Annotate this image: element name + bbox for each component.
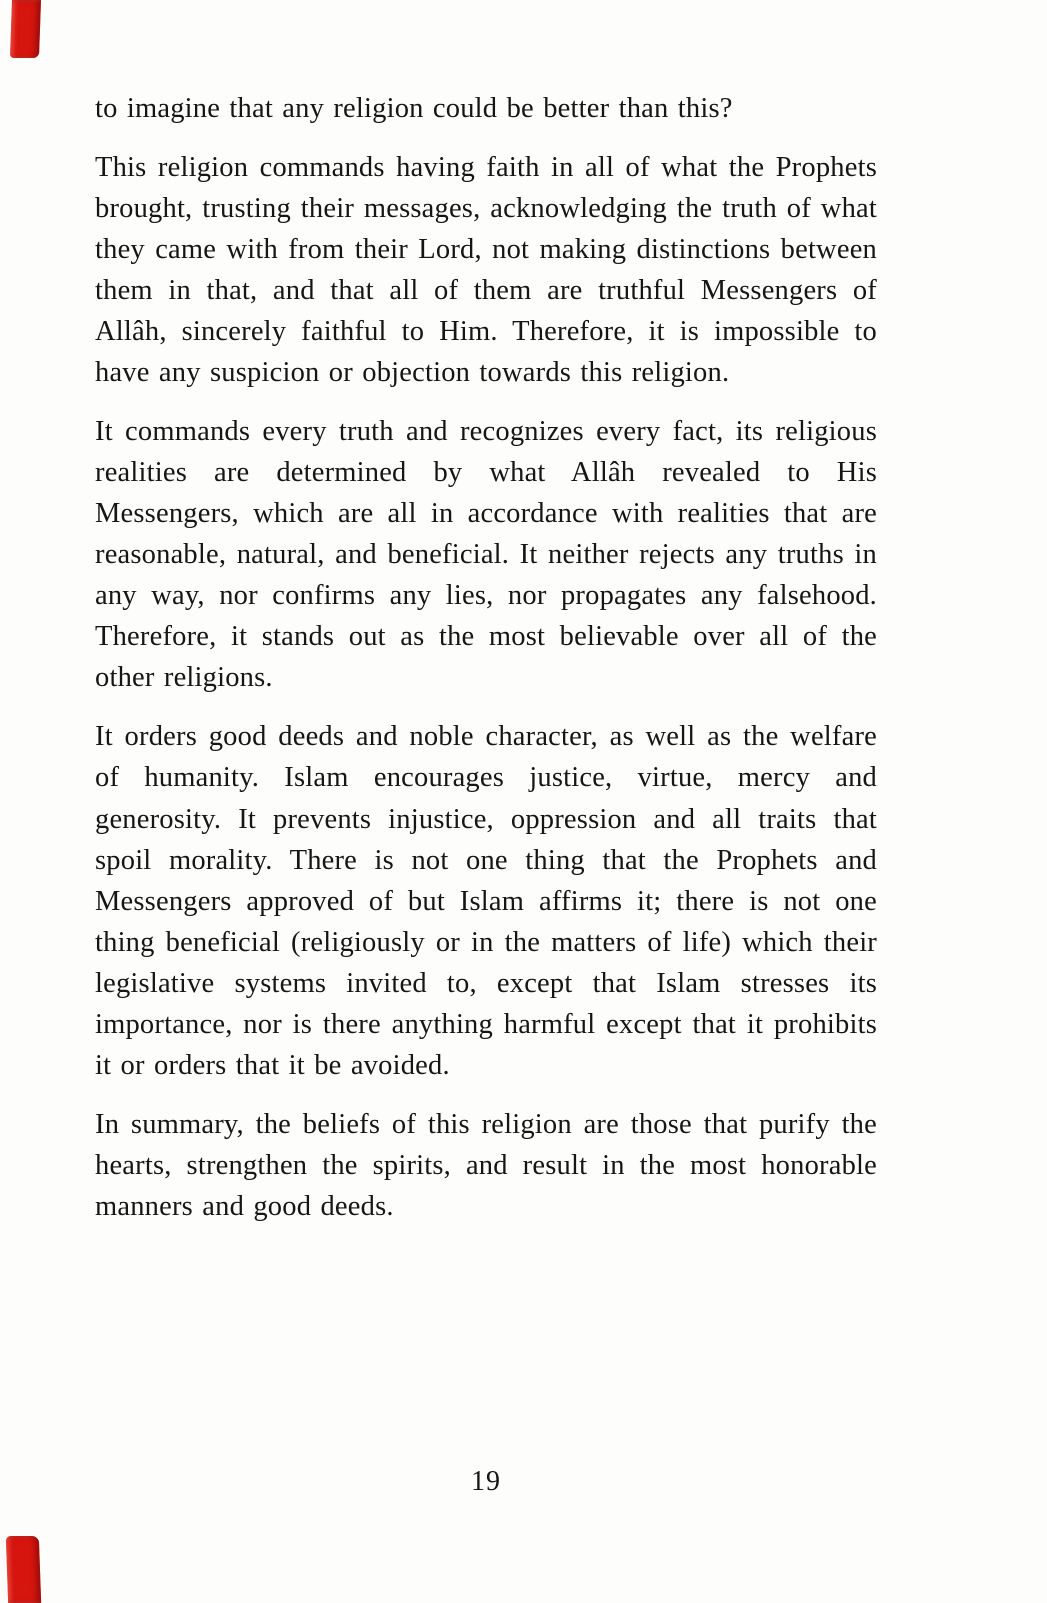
page-text-block [95, 88, 877, 1245]
red-binding-mark-bottom [6, 1536, 41, 1603]
paragraph: to imagine that any religion could be better than this? [95, 93, 733, 124]
red-binding-mark-top [10, 0, 41, 58]
paragraph: It commands every truth and recognizes every fact, its religious realities are determined by what Allâh revealed to His Messengers, which are all in accordance with realities that are reasonable, natural, and beneficial. It neither rejects any truths in any way, nor confirms any lies, nor propagates any falsehood. Therefore, it stands out as the most believable over all of the other religions. [95, 416, 877, 694]
paragraph: This religion commands having faith in all of what the Prophets brought, trusting their messages, acknowledging the truth of what they came with from their Lord, not making distinctions between them in that, and that all of them are truthful Messengers of Allâh, sincerely faithful to Him. Therefore, it is impossible to have any suspicion or objection towards this religion. [95, 152, 877, 389]
paragraph: In summary, the beliefs of this religion are those that purify the hearts, strengthen the spirits, and result in the most honorable manners and good deeds. [95, 1108, 877, 1222]
page-number: 19 [471, 1466, 501, 1497]
paragraph: It orders good deeds and noble character, as well as the welfare of humanity. Islam encourages justice, virtue, mercy and generosity. It prevents injustice, oppression and all traits that spoil morality. There is not one thing that the Prophets and Messengers approved of but Islam affirms it; there is not one thing beneficial (religiously or in the matters of life) which their legislative systems invited to, except that Islam stresses its importance, nor is there anything harmful except that it prohibits it or orders that it be avoided. [95, 721, 877, 1081]
